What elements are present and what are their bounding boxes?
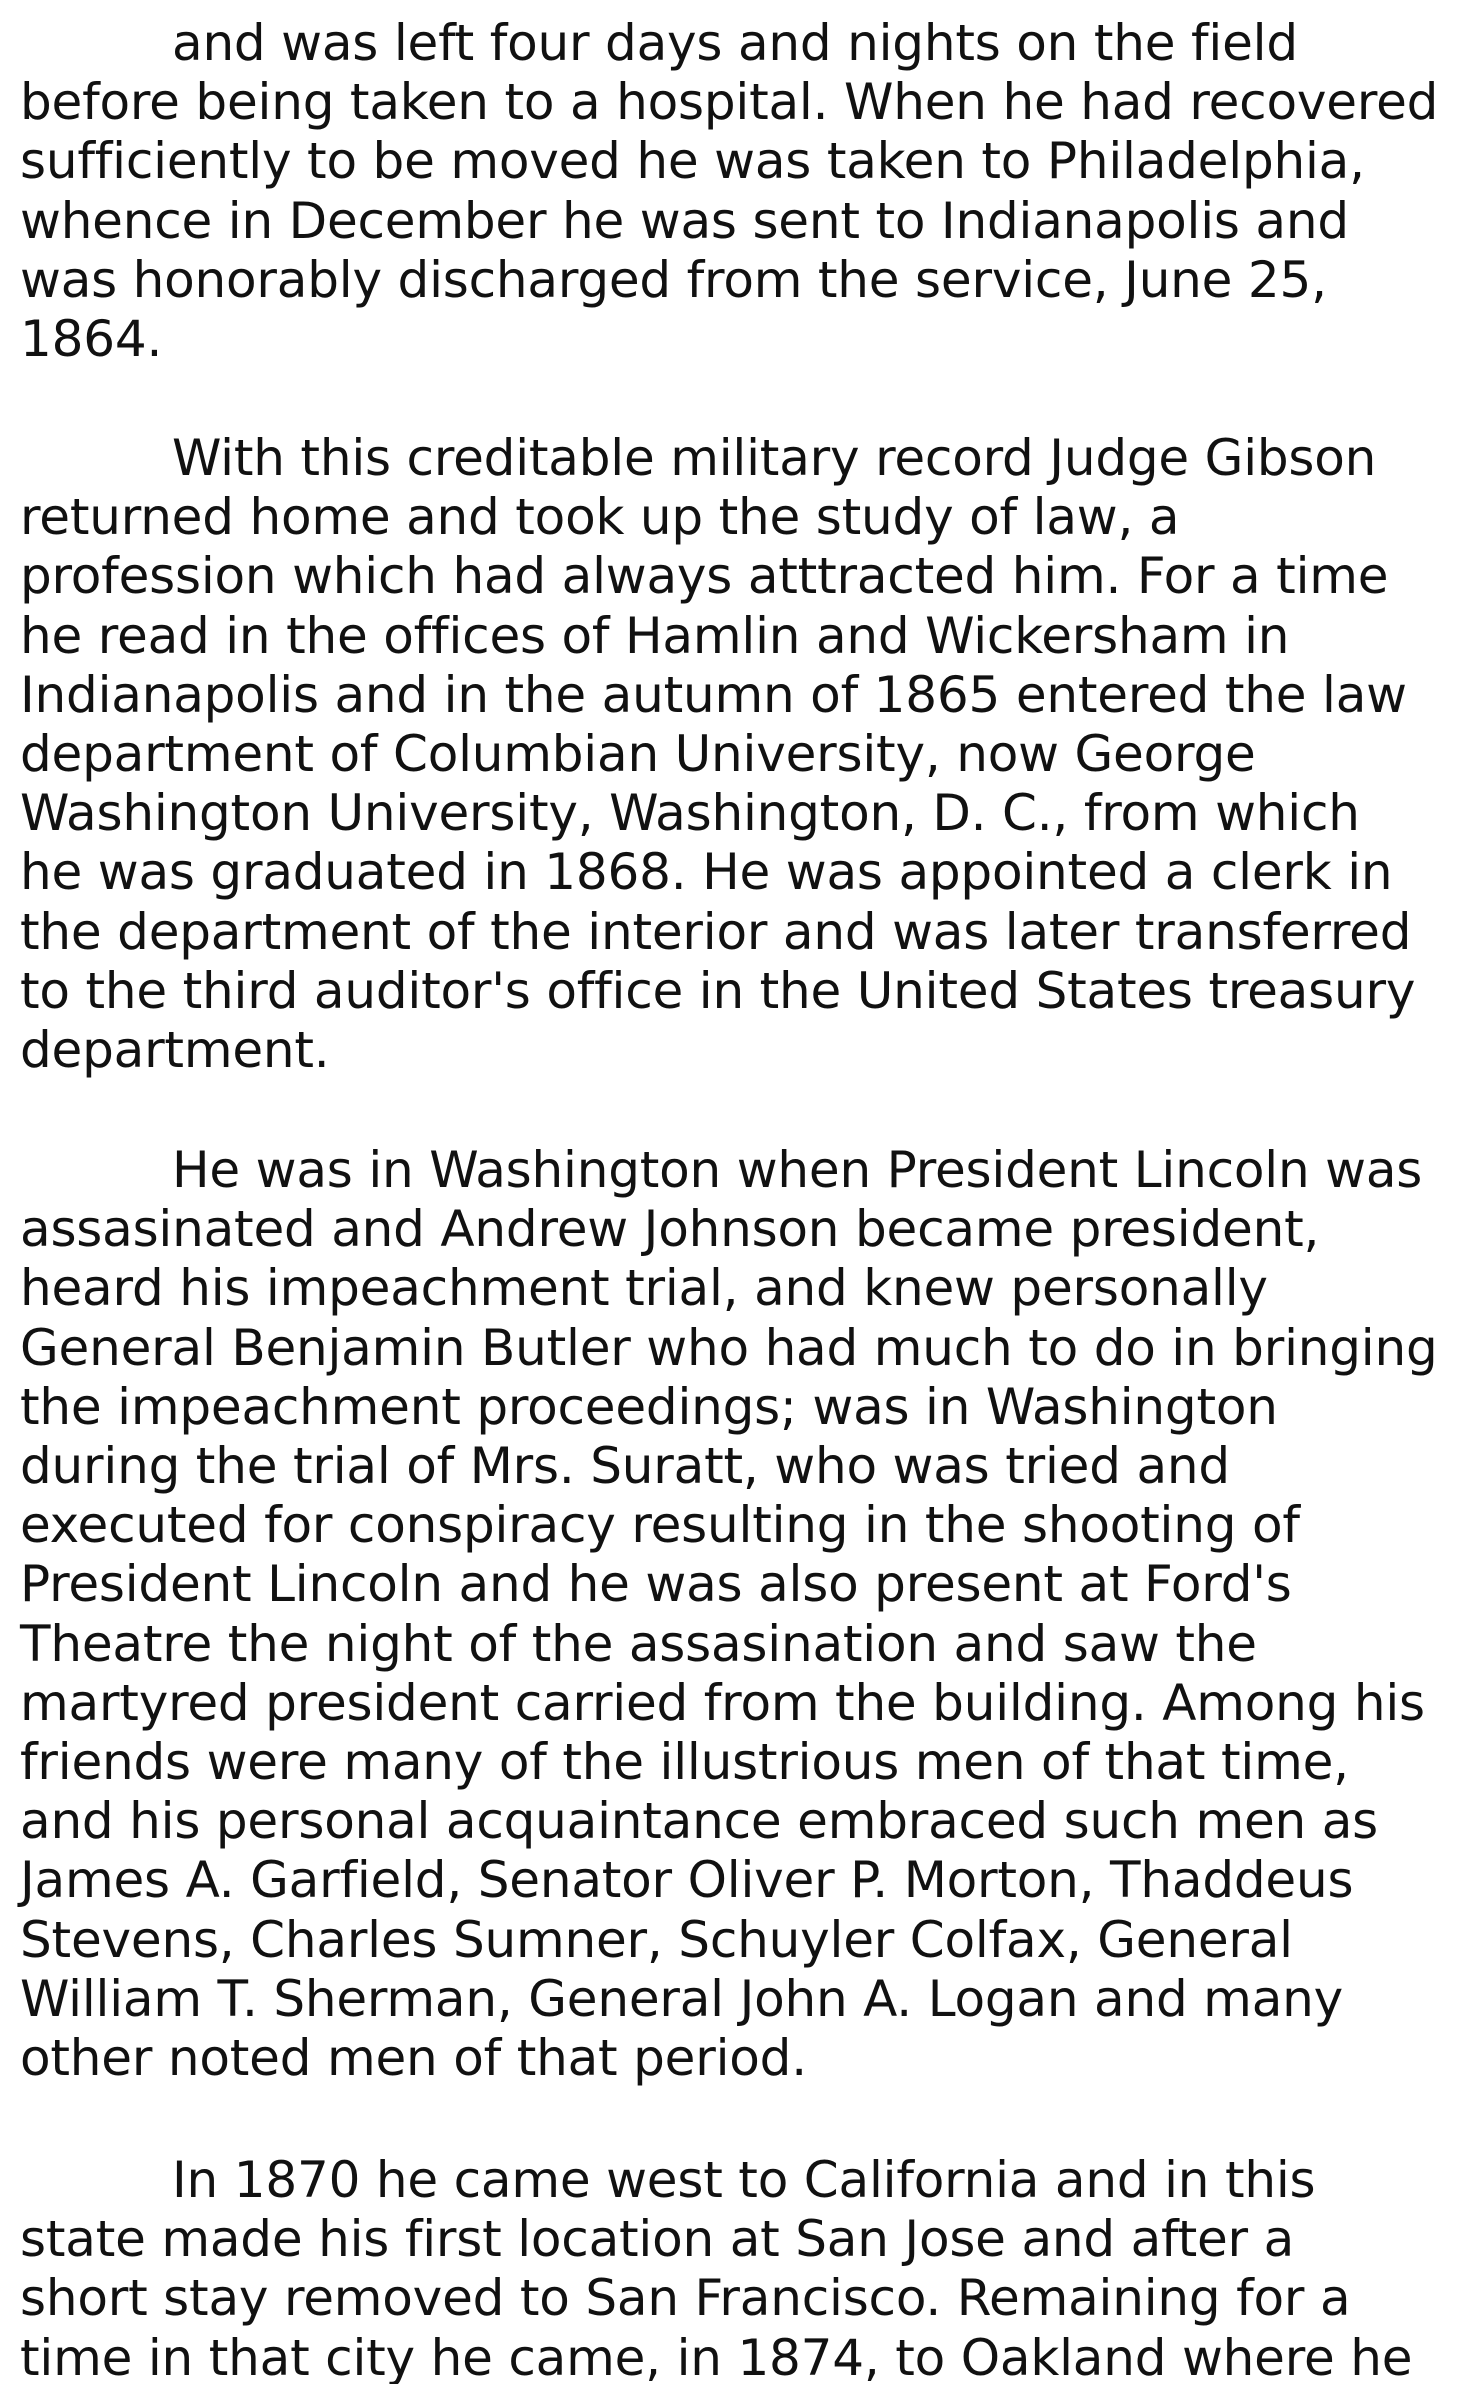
text-line: he read in the offices of Hamlin and Wickersham in (20, 606, 1290, 665)
paragraph-law-study (0, 429, 1473, 1080)
text-line: He was in Washington when President Lincoln was (172, 1141, 1423, 1199)
text-line: President Lincoln and he was also present at Ford's (20, 1555, 1292, 1614)
paragraph-california (0, 2151, 1473, 2384)
text-line: profession which had always atttracted him. For a time (20, 547, 1389, 606)
text-line: With this creditable military record Judge Gibson (172, 429, 1377, 487)
text-line: assasinated and Andrew Johnson became president, (20, 1200, 1320, 1259)
text-line: martyred president carried from the building. Among his (20, 1673, 1425, 1732)
text-line: General Benjamin Butler who had much to do in bringing (20, 1318, 1438, 1377)
text-line: heard his impeachment trial, and knew personally (20, 1259, 1268, 1318)
text-line: 1864. (20, 310, 163, 369)
text-line: short stay removed to San Francisco. Remaining for a (20, 2269, 1351, 2328)
text-line: time in that city he came, in 1874, to Oakland where he (20, 2328, 1413, 2384)
text-line: executed for conspiracy resulting in the shooting of (20, 1496, 1300, 1555)
text-line: In 1870 he came west to California and in this (172, 2151, 1316, 2209)
text-line: William T. Sherman, General John A. Logan and many (20, 1969, 1344, 2028)
text-line: and was left four days and nights on the field (172, 14, 1298, 72)
text-line: whence in December he was sent to Indianapolis and (20, 191, 1349, 250)
text-line: Indianapolis and in the autumn of 1865 entered the law (20, 665, 1407, 724)
text-line: sufficiently to be moved he was taken to Philadelphia, (20, 132, 1365, 191)
text-line: state made his first location at San Jose and after a (20, 2210, 1295, 2269)
text-line: department. (20, 1021, 330, 1080)
text-line: before being taken to a hospital. When he had recovered (20, 73, 1439, 132)
paragraph-discharge (0, 14, 1473, 369)
text-line: Theatre the night of the assasination and saw the (20, 1614, 1257, 1673)
text-line: department of Columbian University, now George (20, 725, 1256, 784)
text-line: was honorably discharged from the service, June 25, (20, 250, 1327, 309)
text-line: the impeachment proceedings; was in Washington (20, 1377, 1278, 1436)
text-line: friends were many of the illustrious men of that time, (20, 1733, 1349, 1792)
text-line: and his personal acquaintance embraced such men as (20, 1792, 1378, 1851)
paragraph-washington (0, 1141, 1473, 2088)
text-line: the department of the interior and was later transferred (20, 902, 1412, 961)
text-line: other noted men of that period. (20, 2029, 807, 2088)
text-line: returned home and took up the study of law, a (20, 488, 1180, 547)
text-line: Stevens, Charles Sumner, Schuyler Colfax, General (20, 1910, 1293, 1969)
text-line: James A. Garfield, Senator Oliver P. Morton, Thaddeus (20, 1851, 1354, 1910)
text-line: Washington University, Washington, D. C., from which (20, 784, 1360, 843)
text-line: during the trial of Mrs. Suratt, who was tried and (20, 1437, 1230, 1496)
text-line: to the third auditor's office in the United States treasury (20, 961, 1416, 1020)
text-line: he was graduated in 1868. He was appointed a clerk in (20, 843, 1393, 902)
